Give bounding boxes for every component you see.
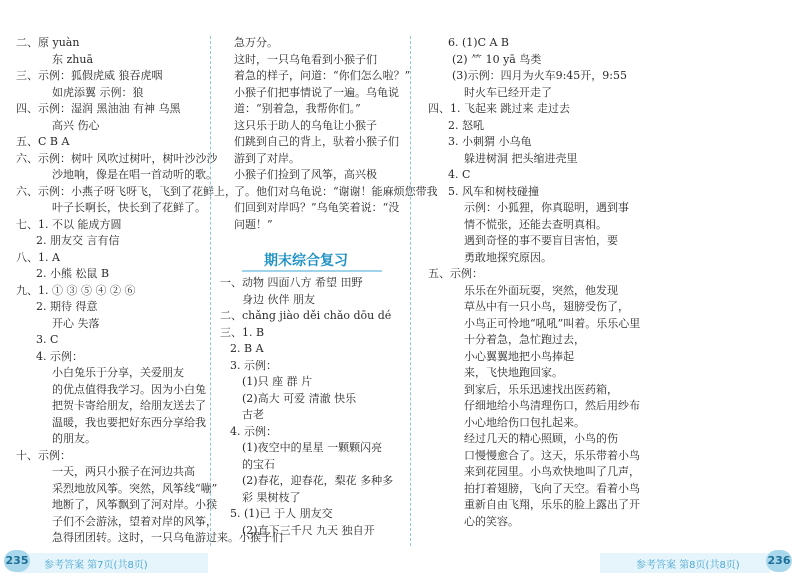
answer-line: 问题！”: [234, 217, 273, 231]
answer-line: 彩 果树枝了: [242, 490, 301, 504]
answer-line: 四、1. 飞起来 跳过来 走过去: [428, 102, 570, 115]
answer-line: 3. 示例：: [230, 358, 277, 372]
answer-line: 遇到奇怪的事不要盲目害怕，要: [464, 234, 618, 247]
answer-line: 重新自由飞翔，乐乐的脸上露出了开: [464, 498, 640, 511]
answer-line: 六、示例：小燕子呀飞呀飞，飞到了花鲜上，: [16, 184, 236, 198]
answer-line: 乐乐在外面玩耍，突然，他发现: [464, 283, 618, 297]
answer-line: 五、示例：: [428, 267, 483, 280]
answer-line: 一、动物 四面八方 希望 田野: [220, 276, 363, 289]
answer-line: 情不慌张，还能去查明真相。: [464, 217, 607, 231]
footer-label-right: 参考答案 第8页(共8页): [636, 560, 740, 571]
answer-line: 着急的样子，问道：“你们怎么啦？”: [234, 69, 411, 82]
answer-line: (2)春花，迎春花，梨花 多种多: [242, 474, 394, 487]
answer-line: 古老: [242, 408, 264, 421]
answer-line: 2. 期待 得意: [36, 300, 98, 313]
answer-line: 开心 失落: [52, 316, 100, 330]
answer-line: (2)直下三千尺 九天 独自开: [242, 523, 375, 537]
answer-line: 5. (1)已 于人 朋友交: [230, 507, 333, 520]
section-title-underline: [242, 270, 382, 272]
answer-line: 九、1. ① ③ ⑤ ④ ② ⑥: [16, 283, 136, 297]
answer-line: 二、chǎng jiào děi chǎo dōu dé: [220, 309, 392, 322]
answer-line: 4. 示例：: [230, 424, 277, 438]
answer-line: 6. (1)C A B: [448, 36, 510, 49]
answer-line: 2. 朋友交 言有信: [36, 234, 120, 247]
answer-line: 来到花园里。小鸟欢快地叫了几声，: [464, 465, 640, 478]
column-divider-left: [210, 36, 211, 546]
answer-line: 小心地给伤口包扎起来。: [464, 415, 585, 429]
answer-line: 这时，一只乌龟看到小猴子们: [234, 52, 377, 66]
answer-line: 身边 伙伴 朋友: [242, 292, 315, 306]
page-number-badge-right: 236: [766, 550, 792, 572]
answer-line: 高兴 伤心: [52, 118, 100, 132]
answer-line: 的优点值得我学习。因为小白兔: [52, 382, 206, 396]
answer-line: 小白兔乐于分享，关爱朋友: [52, 366, 184, 379]
answer-line: 一天，两只小猴子在河边共高: [52, 465, 195, 478]
section-title: 期末综合复习: [264, 253, 348, 269]
answer-line: 2. B A: [230, 342, 264, 355]
answer-line: 沙地响，像是在唱一首动听的歌。: [52, 168, 217, 181]
answer-line: 叶子长啊长，快长到了花鲜了。: [52, 201, 206, 214]
answer-line: 二、原 yuàn: [16, 36, 80, 49]
answer-line: 们回到对岸吗？”乌龟笑着说：“没: [234, 201, 400, 214]
answer-line: 急万分。: [234, 36, 278, 49]
answer-line: 来，飞快地跑回家。: [464, 366, 563, 379]
answer-line: (2) ⺮ 10 yā 鸟类: [452, 52, 542, 66]
answer-line: 们跳到自己的背上，驮着小猴子们: [234, 135, 399, 148]
answer-line: 到家后，乐乐迅速找出医药箱，: [464, 382, 618, 396]
answer-line: 仔细地给小鸟清理伤口，然后用纱布: [464, 399, 640, 412]
answer-line: 三、示例：狐假虎威 狼吞虎咽: [16, 69, 163, 82]
answer-line: (1)夜空中的星星 一颗颗闪亮: [242, 441, 383, 454]
answer-line: 示例：小狐狸，你真聪明，遇到事: [464, 201, 629, 214]
answer-line: 4. C: [448, 168, 471, 181]
answer-line: 小猴子们把事情说了一遍。乌龟说: [234, 85, 399, 99]
answer-line: 4. 示例：: [36, 349, 83, 363]
answer-line: 如虎添翼 示例：狼: [52, 85, 144, 99]
answer-line: 拍打着翅膀，飞向了天空。看着小鸟: [464, 481, 640, 495]
answer-line: (3)示例：四月为火车9:45开，9:55: [452, 69, 627, 82]
answer-line: 温暖，我也要把好东西分享给我: [52, 415, 206, 429]
answer-line: 六、示例：树叶 风吹过树叶，树叶沙沙沙: [16, 151, 218, 165]
column-divider-right: [410, 36, 411, 546]
answer-line: 这只乐于助人的乌龟让小猴子: [234, 118, 377, 132]
answer-line: 七、1. 不以 能成方圆: [16, 217, 122, 231]
answer-line: (1)只 座 群 片: [242, 375, 313, 388]
answer-line: 躲进树洞 把头缩进壳里: [464, 151, 578, 165]
footer-label-left: 参考答案 第7页(共8页): [44, 560, 148, 571]
answer-line: 子们不会游泳，望着对岸的风筝，: [52, 514, 217, 528]
answer-line: 草丛中有一只小鸟，翅膀受伤了，: [464, 300, 629, 313]
answer-line: 五、C B A: [16, 135, 70, 148]
answer-line: 2. 小熊 松鼠 B: [36, 267, 110, 280]
answer-line: 5. 风车和树枝碰撞: [448, 184, 539, 198]
answer-line: 十、示例：: [16, 448, 71, 462]
answer-line: 的宝石: [242, 457, 275, 471]
answer-line: 经过几天的精心照顾，小鸟的伤: [464, 432, 618, 445]
answer-line: 3. C: [36, 333, 59, 346]
answer-line: 时火车已经开走了: [464, 85, 552, 99]
answer-line: 把贺卡寄给朋友，给朋友送去了: [52, 399, 206, 412]
answer-line: 2. 怒吼: [448, 118, 484, 132]
answer-line: 十分着急，急忙跑过去，: [464, 333, 585, 346]
answer-line: 道：“别着急，我帮你们。”: [234, 102, 361, 115]
answer-line: 急得团团转。这时，一只乌龟游过来。小猴子们: [52, 531, 283, 544]
answer-line: (2)高大 可爱 清澈 快乐: [242, 391, 357, 405]
answer-line: 口慢慢愈合了。这天，乐乐带着小鸟: [464, 448, 640, 462]
answer-line: 小猴子们捡到了风筝，高兴极: [234, 168, 377, 181]
answer-line: 的朋友。: [52, 432, 96, 445]
page-number-badge-left: 235: [4, 550, 30, 572]
answer-line: 游到了对岸。: [234, 151, 300, 165]
answer-line: 地断了，风筝飘到了河对岸。小猴: [52, 498, 217, 511]
answer-line: 采烈地放风筝。突然，风筝线“嘣”: [52, 481, 218, 495]
answer-line: 八、1. A: [16, 250, 60, 264]
answer-line: 小鸟正可怜地“吼吼”叫着。乐乐心里: [464, 316, 641, 330]
answer-line: 东 zhuā: [52, 52, 94, 66]
answer-line: 了。他们对乌龟说：“谢谢！能麻烦您带我: [234, 184, 438, 198]
answer-line: 勇敢地探究原因。: [464, 250, 552, 264]
answer-line: 四、示例：湿润 黑油油 有神 乌黑: [16, 102, 181, 115]
answer-line: 心的笑容。: [464, 514, 519, 528]
answer-line: 三、1. B: [220, 325, 265, 339]
answer-line: 3. 小刺猬 小乌龟: [448, 135, 532, 148]
answer-line: 小心翼翼地把小鸟捧起: [464, 349, 574, 363]
